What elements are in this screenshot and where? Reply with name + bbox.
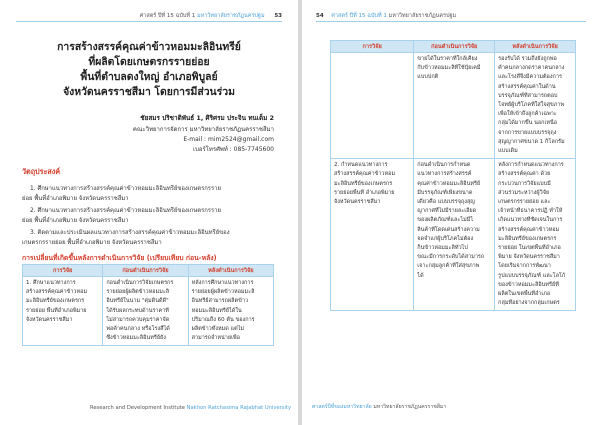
cell-line: คุณค่าข้าวหอมมะลิอินทรีย์ [417, 180, 481, 187]
cell-line: จากการขายแบบบรรจุถุง [498, 129, 557, 136]
cell-line: เกษตรกรรายย่อย และ [498, 199, 551, 206]
table-row [331, 53, 576, 159]
objectives-heading: วัตถุประสงค์ [22, 167, 61, 176]
title-line: พื้นที่ตำบลดงใหญ่ อำเภอพิบูลย์ [80, 71, 218, 83]
left-page [0, 0, 298, 425]
header-rule [316, 21, 586, 22]
cell-line: ขายได้ในราคาที่ใกล้เคียง [417, 56, 478, 62]
cell-line: ขณะมีการกระดับได้สามารถ [417, 254, 485, 261]
cell-line: บรรจุภัณฑ์ที่สามารถตอบ [498, 92, 558, 99]
table-cell-research [331, 159, 414, 311]
page-number: 53 [274, 13, 282, 19]
cell-line: เจาะกลุ่มลูกค้าที่ใส่สุขภาพ [417, 263, 480, 270]
table-row [331, 159, 576, 311]
cell-line: กลุ่มได้มากขึ้น นอกเหนือ [498, 120, 558, 127]
cell-line: รูปแบบบรรจุภัณฑ์ และโลโก้ [498, 272, 566, 279]
table-header-row [23, 265, 274, 277]
author-names: ชัยสมร ปริชาติพันธ์ 1, ศิริศรม ประจิน ทนเต็ม 2 [140, 114, 274, 122]
cell-line: ได้รับผลกระทบด้านราคาที่ [106, 307, 169, 314]
title-line: การสร้างสรรค์คุณค่าข้าวหอมมะลิอินทรีย์ [57, 41, 241, 53]
cell-line: อินทรีย์ในนาม "คุ่มดินดีดี" [106, 298, 169, 305]
table-cell-research [331, 53, 414, 159]
objective-line: เกษตรกรรายย่อย พื้นที่อำเภอพิมาย จังหวัดนครราชสีมา [22, 240, 162, 246]
cell-line: ก่อนดำเนินการวิจัยเกษตรกร [106, 280, 174, 286]
cell-line: สร้างสรรค์คุณค่าข้าวหอม [498, 226, 560, 233]
cell-line: สร้างสรรค์คุณค่าข้าวหอม [334, 171, 396, 178]
cell-line: แนวทางการสร้างสรรค์ [417, 171, 472, 178]
cell-line: สร้างสรรค์คุณค่าข้าวหอม [26, 289, 88, 296]
title-line: ที่ผลิตโดยเกษตรกรรายย่อย [88, 56, 210, 68]
table-cell-research [23, 277, 103, 346]
cell-line: สามารถจำหน่ายเพื่อ [191, 335, 240, 342]
cell-line: 1. ศึกษาแนวทางการ [26, 280, 76, 286]
table-header-cell: การวิจัย [331, 41, 414, 53]
cell-line: หลังการกำหนดแนวทางการ [498, 162, 564, 169]
cell-line: กระบวนการวิจัยแบบมี [498, 180, 551, 187]
cell-line: รองรับได้ รวมถึงยังถูกพ่อ [498, 56, 557, 62]
cell-line: หลังการศึกษาแนวทางการ [191, 280, 254, 286]
cell-line: และโรงสีจึงมีความต้องการ [498, 74, 562, 81]
table-header-cell: ก่อนดำเนินการวิจัย [103, 265, 188, 277]
cell-line: ของผลิตภัณฑ์และไม่มีไ [417, 217, 474, 224]
cell-line: ก่อนดำเนินการกำหนด [417, 162, 471, 169]
affiliation: คณะวิทยาการจัดการ มหาวิทยาลัยราชภัฏนครราชสีมา [132, 126, 274, 133]
cell-line: ญากาศที่ไม่มีรายละเอียด [417, 208, 477, 215]
page-footer [312, 403, 446, 411]
cell-line: ส่วนร่วมระหว่างผู้วิจัย [498, 189, 550, 196]
page-footer [90, 405, 291, 411]
title-line: จังหวัดนครราชสีมา โดยการมีส่วนร่วม [63, 86, 235, 98]
compare-heading: การเปลี่ยนที่เกิดขึ้นหลังการดำเนินการวิจัย (เปรียบเทียบ ก่อน-หลัง) [22, 254, 217, 262]
cell-line: ของข้าวหอมมะลิอินทรีย์ที่ [498, 281, 559, 288]
footer-journal: ศาสตร์ปีที่ของมหาวิทยาลัย [312, 404, 372, 410]
cell-line: เจ้าหน้าที่ธนาคารปฏิ ทำให้ [498, 208, 563, 215]
running-head [316, 12, 456, 20]
right-page [302, 0, 600, 425]
cell-line: พ่อค้าคนกลาง หรือโรงสีได้ [106, 326, 170, 333]
objective-line: ย่อย พื้นที่อำเภอพิมาย จังหวัดนครราชสีมา [22, 196, 129, 202]
cell-line: กลุ่มที่อย่างจากกลุ่มเกษตร [498, 300, 560, 307]
header-rule [16, 21, 282, 22]
table-header-cell: หลังดำเนินการวิจัย [188, 265, 273, 277]
cell-line: ลินค้าที่โดดเด่นสร้างความ [417, 226, 480, 233]
footer-university: มหาวิทยาลัยราชภัฏนครราชสีมา [373, 404, 447, 410]
table-cell-after [495, 159, 576, 311]
footer-institute: Research and Development Institute [90, 405, 185, 411]
table-cell-before [414, 53, 495, 159]
cell-line: ก็นข้าวหอมมะลิทั่วไป [417, 245, 468, 252]
cell-line: มะลิอินทรีย์ของเกษตรกร [334, 180, 393, 187]
cell-line: สร้างสรรค์คุณค่า ด้วย [498, 171, 551, 178]
cell-line: แบบปกติ [417, 74, 439, 81]
cell-line: มีบรรจุภัณฑ์เพียงขนาด [417, 189, 473, 196]
table-header-cell: ก่อนดำเนินการวิจัย [414, 41, 495, 53]
table-header-cell: หลังดำเนินการวิจัย [495, 41, 576, 53]
objective-line: 2. ศึกษาแนวทางการสร้างสรรค์คุณค่าข้าวหอมมะลิอินทรีย์ของเกษตรกรราย [30, 208, 221, 214]
cell-line: ซึ่งข้าวหอมมะลิอินทรีย์ยัง [106, 335, 166, 342]
cell-line: รายย่อยพื้นที่ อำเภอพิมาย [334, 189, 395, 196]
cell-line: มะลิอินทรีย์ของเกษตรกร [26, 298, 85, 305]
cell-line: จังหวัดนครราชสีมา [334, 199, 381, 206]
journal-name: ศาสตร์ ปีที่ 15 ฉบับที่ 1 [139, 13, 196, 19]
cell-line: รายย่อย ในเขตพื้นที่อำเภอ [498, 245, 561, 252]
footer-university: Nakhon Ratchasima Rajabhat University [186, 405, 292, 411]
page-number: 54 [316, 13, 324, 19]
cell-line: ผลิตข้าวทั้งหมด แต่ไม่ [191, 326, 245, 333]
table-header-cell: การวิจัย [23, 265, 103, 277]
objective-line: ย่อย พื้นที่อำเภอพิมาย จังหวัดนครราชสีมา [22, 218, 129, 224]
table-cell-after [188, 277, 273, 346]
table-row [23, 277, 274, 346]
cell-line: เพื่อให้เข้าถึงลูกค้าเฉพาะ [498, 111, 557, 118]
running-head [140, 12, 282, 20]
table-header-row [331, 41, 576, 53]
cell-line: ไม่สามารถควบคุมราคาจัด [106, 316, 170, 323]
journal-name: ศาสตร์ ปีที่ 15 ฉบับที่ 1 [331, 13, 387, 19]
cell-line: สร้างสรรค์คุณค่าในด้าน [498, 83, 556, 90]
cell-line: รายย่อยผู้ผลิตข้าวหอมมะลิ [191, 289, 255, 296]
cell-line: เดียวคือ แบบบรรจุถุงสุญ [417, 199, 475, 206]
cell-line: หอมมะลิอินทรีย์ได้ใน [191, 307, 242, 314]
cell-line: 2. กำหนดแนวทางการ [334, 162, 388, 169]
comparison-table-continued [330, 40, 576, 311]
cell-line: ได้ [417, 272, 424, 279]
cell-line: รายย่อยผู้ผลิตข้าวหอมมะลิ [106, 289, 170, 296]
cell-line: มะลิอินทรีย์ของเกษตรกร [498, 235, 557, 242]
cell-line: พิมาย จังหวัดนครราชสีมา [498, 254, 560, 261]
cell-line: จังหวัดนครราชสีมา [26, 316, 73, 323]
cell-line: ค้าคนกลางกดราคาคนกลาง [498, 65, 565, 72]
table-cell-after [495, 53, 576, 159]
cell-line: ปริมาณถึง 60 ตัน ของการ [191, 316, 255, 323]
cell-line: อินทรีย์สามารถผลิตข้าว [191, 298, 249, 305]
cell-line: สุญญากาศขนาด 1 กิโลกรัม [498, 138, 565, 145]
series-name: มหาวิทยาลัยราชภัฏนครปฐม [388, 13, 457, 19]
email: E-mail : mim2524@gmail.com [183, 136, 274, 143]
cell-line: แบบเดิม [498, 148, 518, 155]
cell-line: จดจำแก่ผู้บริโภคไม่ต้อง [417, 235, 474, 242]
cell-line: เกิดแนวทางที่ชัดเจนในการ [498, 217, 563, 224]
table-cell-before [103, 277, 188, 346]
cell-line: โดยเริ่มจากการพัฒนา [498, 263, 551, 270]
comparison-table [22, 264, 274, 346]
objective-line: 3. ติดตามและประเมินผลแนวทางการสร้างสรรค์คุณค่าข้าวหอมมะลิอินทรีย์ของ [30, 230, 230, 236]
phone: เบอร์โทรศัพท์ : 085-7745600 [193, 146, 274, 153]
table-cell-before [414, 159, 495, 311]
cell-line: ผลิตในเขตพื้นที่อำเภอ [498, 291, 551, 298]
objective-line: 1. ศึกษาแนวทางการสร้างสรรค์คุณค่าข้าวหอมมะลิอินทรีย์ของเกษตรกรราย [30, 186, 221, 192]
cell-line: กับข้าวหอมมะลิที่ใช้ปุ๋ยเคมี [417, 65, 481, 72]
cell-line: รายย่อย พื้นที่อำเภอพิมาย [26, 307, 87, 314]
cell-line: โจทย์ผู้บริโภคที่ใส่ใจสุขภาพ [498, 102, 565, 109]
series-name: มหาวิทยาลัยราชภัฏนครปฐม [196, 13, 265, 19]
